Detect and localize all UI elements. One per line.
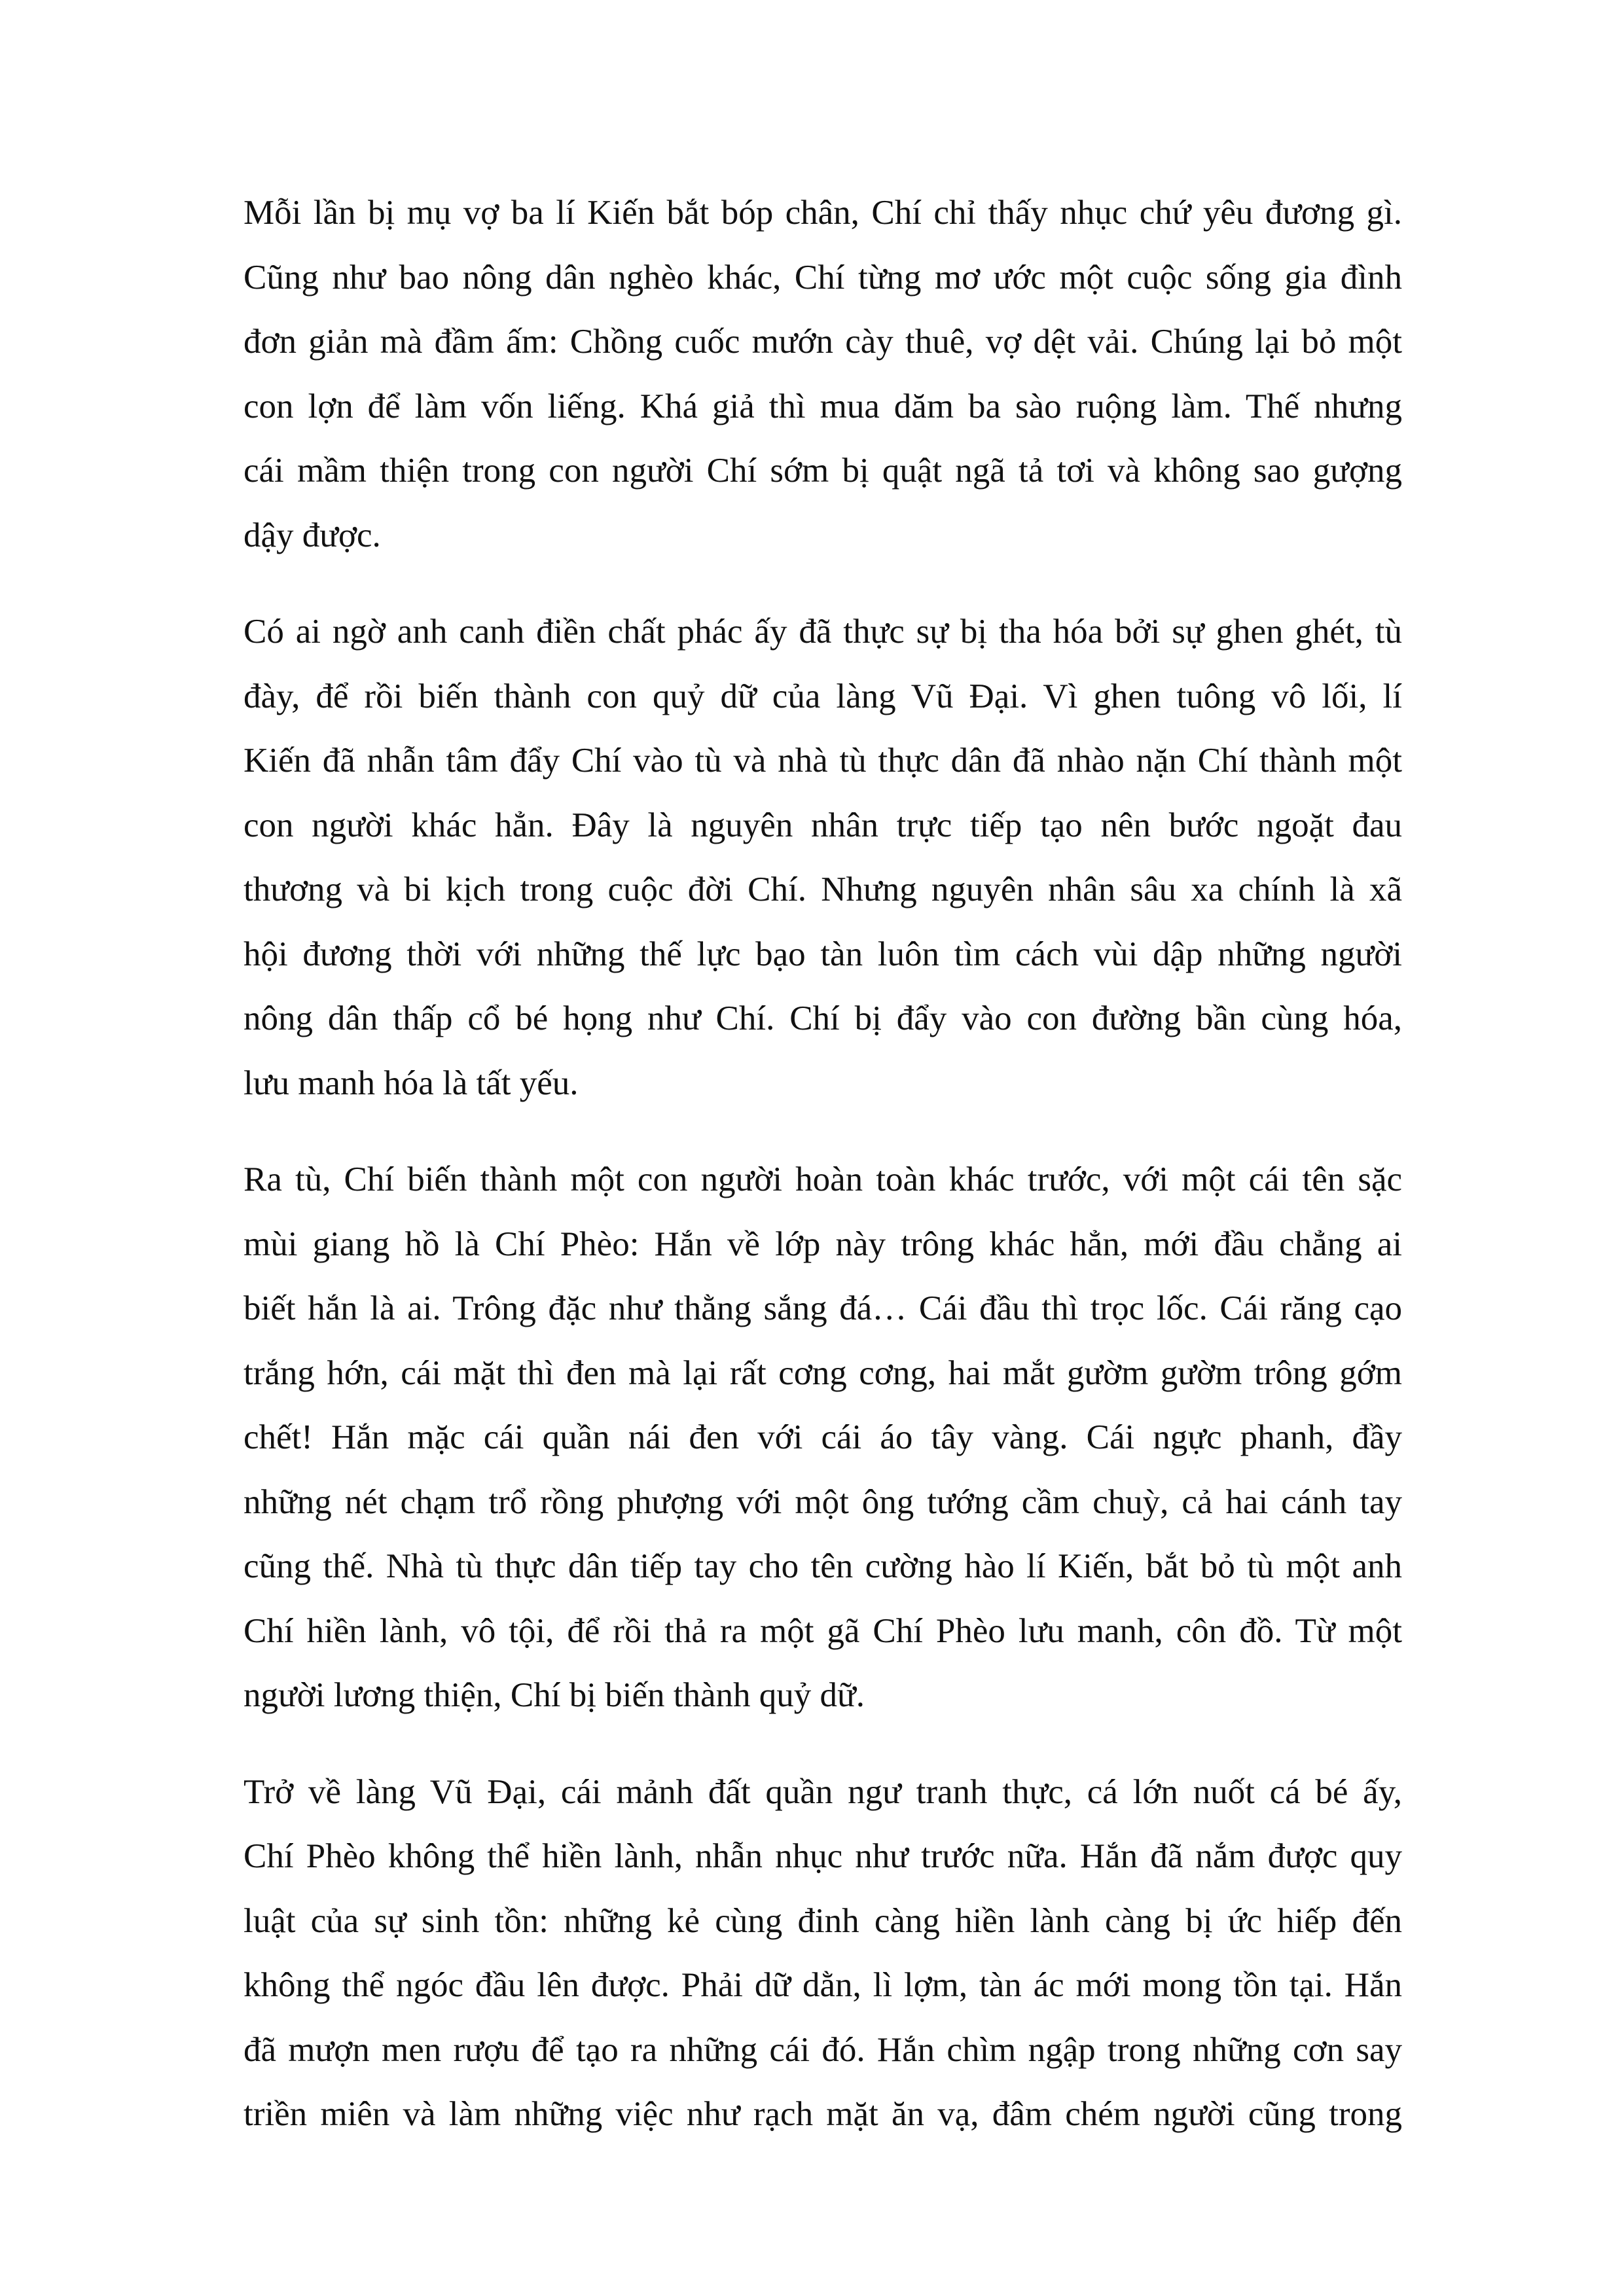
text-line: con lợn để làm vốn liếng. Khá giả thì mua dăm ba sào ruộng làm. Thế nhưng [244,387,1402,425]
text-line: Kiến đã nhẫn tâm đẩy Chí vào tù và nhà tù thực dân đã nhào nặn Chí thành một [244,742,1402,780]
paragraph-1 [244,181,1402,567]
text-line: cũng thế. Nhà tù thực dân tiếp tay cho tên cường hào lí Kiến, bắt bỏ tù một anh [244,1547,1402,1585]
text-line: Có ai ngờ anh canh điền chất phác ấy đã thực sự bị tha hóa bởi sự ghen ghét, tù [244,613,1402,651]
text-line: Ra tù, Chí biến thành một con người hoàn toàn khác trước, với một cái tên sặc [244,1160,1402,1198]
paragraph-4 [244,1760,1402,2147]
paragraph-2 [244,600,1402,1115]
document-body [244,181,1402,2179]
text-line: Cũng như bao nông dân nghèo khác, Chí từng mơ ước một cuộc sống gia đình [244,258,1402,296]
text-line: thương và bi kịch trong cuộc đời Chí. Nhưng nguyên nhân sâu xa chính là xã [244,870,1402,908]
text-line: người lương thiện, Chí bị biến thành quỷ dữ. [244,1676,865,1714]
text-line: Chí hiền lành, vô tội, để rồi thả ra một gã Chí Phèo lưu manh, côn đồ. Từ một [244,1611,1402,1650]
text-line: đày, để rồi biến thành con quỷ dữ của làng Vũ Đại. Vì ghen tuông vô lối, lí [244,677,1402,715]
text-line: đã mượn men rượu để tạo ra những cái đó. Hắn chìm ngập trong những cơn say [244,2030,1402,2069]
text-line: chết! Hắn mặc cái quần nái đen với cái áo tây vàng. Cái ngực phanh, đầy [244,1418,1402,1456]
text-line: đơn giản mà đầm ấm: Chồng cuốc mướn cày thuê, vợ dệt vải. Chúng lại bỏ một [244,323,1402,361]
text-line: con người khác hẳn. Đây là nguyên nhân trực tiếp tạo nên bước ngoặt đau [244,806,1402,844]
text-line: Chí Phèo không thể hiền lành, nhẫn nhục như trước nữa. Hắn đã nắm được quy [244,1837,1402,1875]
text-line: những nét chạm trổ rồng phượng với một ông tướng cầm chuỳ, cả hai cánh tay [244,1482,1402,1521]
text-line: Mỗi lần bị mụ vợ ba lí Kiến bắt bóp chân, Chí chỉ thấy nhục chứ yêu đương gì. [244,194,1402,232]
text-line: luật của sự sinh tồn: những kẻ cùng đinh càng hiền lành càng bị ức hiếp đến [244,1901,1402,1940]
text-line: hội đương thời với những thế lực bạo tàn luôn tìm cách vùi dập những người [244,935,1402,973]
paragraph-3 [244,1147,1402,1728]
text-line: cái mầm thiện trong con người Chí sớm bị quật ngã tả tơi và không sao gượng [244,452,1402,490]
text-line: dậy được. [244,516,381,554]
text-line: không thể ngóc đầu lên được. Phải dữ dằn, lì lợm, tàn ác mới mong tồn tại. Hắn [244,1966,1402,2004]
text-line: biết hắn là ai. Trông đặc như thằng sắng đá… Cái đầu thì trọc lốc. Cái răng cạo [244,1289,1402,1327]
text-line: lưu manh hóa là tất yếu. [244,1064,579,1102]
text-line: nông dân thấp cổ bé họng như Chí. Chí bị đẩy vào con đường bần cùng hóa, [244,999,1402,1037]
text-line: Trở về làng Vũ Đại, cái mảnh đất quần ngư tranh thực, cá lớn nuốt cá bé ấy, [244,1772,1402,1811]
text-line: trắng hớn, cái mặt thì đen mà lại rất cơng cơng, hai mắt gườm gườm trông gớm [244,1354,1402,1392]
text-line: triền miên và làm những việc như rạch mặt ăn vạ, đâm chém người cũng trong [244,2095,1402,2133]
text-line: mùi giang hồ là Chí Phèo: Hắn về lớp này trông khác hẳn, mới đầu chẳng ai [244,1225,1402,1263]
